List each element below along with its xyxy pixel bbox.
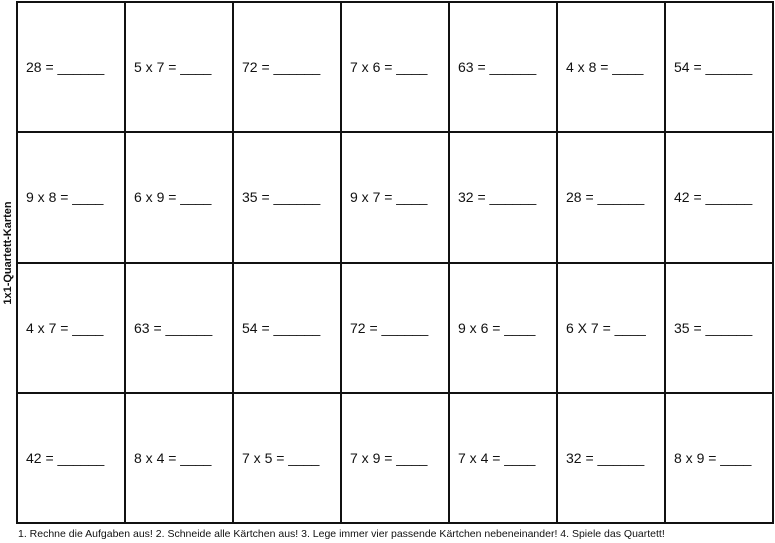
- card-task: 35 = ______: [242, 189, 321, 206]
- card: [125, 132, 233, 262]
- card-task: 32 = ______: [458, 189, 537, 206]
- card: [557, 132, 665, 262]
- card: [233, 263, 341, 393]
- card-task: 9 x 6 = ____: [458, 319, 536, 336]
- card: [233, 393, 341, 523]
- card: [17, 2, 125, 132]
- card-task: 28 = ______: [26, 59, 105, 76]
- card: [557, 263, 665, 393]
- card: [449, 393, 557, 523]
- side-title: 1x1-Quartett-Karten: [2, 201, 14, 305]
- card: [341, 393, 449, 523]
- card-task: 4 x 8 = ____: [566, 59, 644, 76]
- card: [341, 2, 449, 132]
- card: [449, 132, 557, 262]
- card: [341, 263, 449, 393]
- card-task: 42 = ______: [26, 449, 105, 466]
- card: [665, 393, 773, 523]
- card-task: 72 = ______: [242, 59, 321, 76]
- card: [233, 132, 341, 262]
- card-task: 7 x 9 = ____: [350, 449, 428, 466]
- card-task: 7 x 5 = ____: [242, 449, 320, 466]
- card: [665, 263, 773, 393]
- card-row: [17, 2, 773, 132]
- card-task: 6 X 7 = ____: [566, 319, 646, 336]
- card: [665, 2, 773, 132]
- card-task: 63 = ______: [134, 319, 213, 336]
- card: [17, 132, 125, 262]
- card-task: 5 x 7 = ____: [134, 59, 212, 76]
- card-task: 72 = ______: [350, 319, 429, 336]
- card-task: 28 = ______: [566, 189, 645, 206]
- card: [17, 263, 125, 393]
- card: [125, 2, 233, 132]
- card-task: 7 x 6 = ____: [350, 59, 428, 76]
- card-task: 9 x 7 = ____: [350, 189, 428, 206]
- card-task: 54 = ______: [674, 59, 753, 76]
- card-grid: [16, 1, 774, 524]
- card: [557, 393, 665, 523]
- instructions: 1. Rechne die Aufgaben aus! 2. Schneide alle Kärtchen aus! 3. Lege immer vier passende Kärtchen nebeneinander! 4. Spiele das Quartett!: [18, 528, 665, 540]
- card-task: 35 = ______: [674, 319, 753, 336]
- card: [557, 2, 665, 132]
- card-task: 63 = ______: [458, 59, 537, 76]
- card-task: 8 x 9 = ____: [674, 449, 752, 466]
- card-row: [17, 132, 773, 262]
- card-task: 6 x 9 = ____: [134, 189, 212, 206]
- card: [125, 393, 233, 523]
- card: [449, 2, 557, 132]
- card-task: 8 x 4 = ____: [134, 449, 212, 466]
- card-task: 7 x 4 = ____: [458, 449, 536, 466]
- card-row: [17, 263, 773, 393]
- card: [449, 263, 557, 393]
- card: [665, 132, 773, 262]
- card: [17, 393, 125, 523]
- card: [341, 132, 449, 262]
- card-row: [17, 393, 773, 523]
- card: [125, 263, 233, 393]
- card-task: 9 x 8 = ____: [26, 189, 104, 206]
- card-task: 54 = ______: [242, 319, 321, 336]
- card-task: 32 = ______: [566, 449, 645, 466]
- card: [233, 2, 341, 132]
- card-task: 42 = ______: [674, 189, 753, 206]
- card-task: 4 x 7 = ____: [26, 319, 104, 336]
